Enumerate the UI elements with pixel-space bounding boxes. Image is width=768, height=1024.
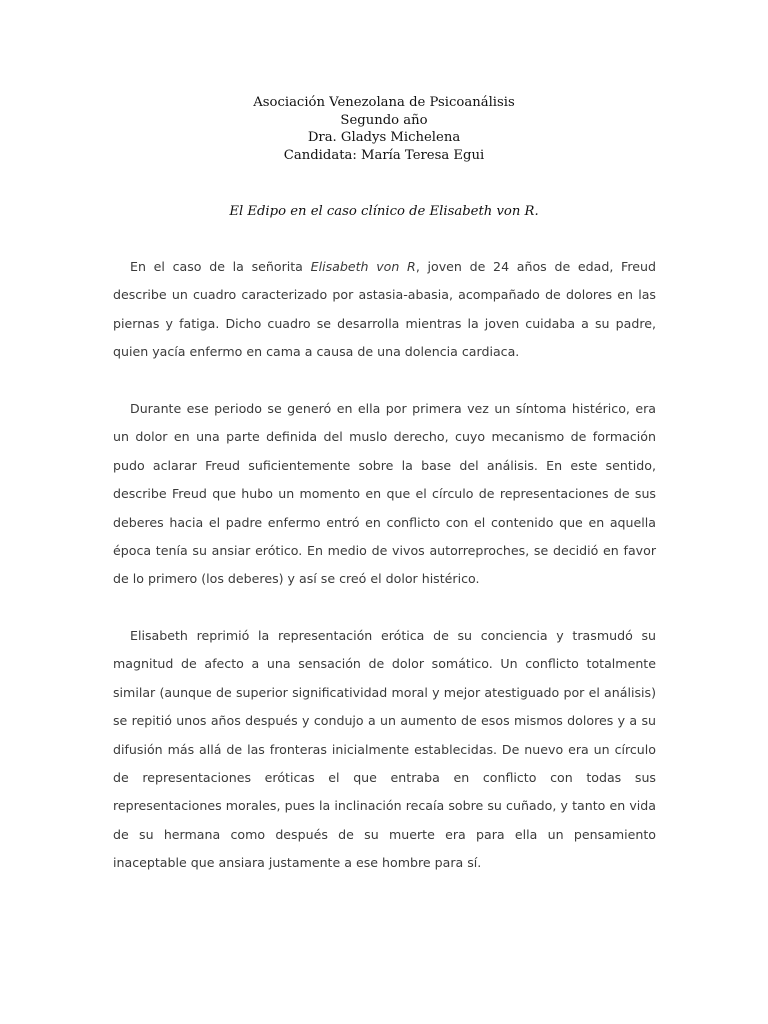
paragraph-2-container [113,395,656,594]
document-header [0,94,768,164]
paragraph-1-text-after: , joven de 24 años de edad, Freud describe un cuadro caracterizado por astasia-abasia, acompañado de dolores en las piernas y fatiga. Dicho cuadro se desarrolla mientras la joven cuidaba a su padre, quien yacía enfermo en cama a causa de una dolencia cardiaca. [113,259,657,360]
institution-name: Asociación Venezolana de Psicoanálisis [253,95,515,110]
paragraph-3-container [113,622,656,878]
document-title: El Edipo en el caso clínico de Elisabeth von R. [229,204,539,219]
candidate-name: Candidata: María Teresa Egui [283,147,485,163]
paragraph-1 [113,253,656,367]
professor-name: Dra. Gladys Michelena [307,130,461,145]
paragraph-3: Elisabeth reprimió la representación erótica de su conciencia y trasmudó su magnitud de afecto a una sensación de dolor somático. Un conflicto totalmente similar (aunque de superior significatividad moral y mejor atestiguado por el análisis) se repitió unos años después y condujo a un aumento de esos mismos dolores y a su difusión más allá de las fronteras inicialmente establecidas. De nuevo era un círculo de representaciones eróticas el que entraba en conflicto con todas sus representaciones morales, pues la inclinación recaía sobre su cuñado, y tanto en vida de su hermana como después de su muerte era para ella un pensamiento inaceptable que ansiara justamente a ese hombre para sí. [113,628,656,871]
paragraph-1-text-before: En el caso de la señorita [130,259,311,274]
paragraph-1-container [113,253,656,367]
academic-year: Segundo año [340,112,428,128]
paragraph-1-emphasis: Elisabeth von R [310,259,416,274]
paragraph-2: Durante ese periodo se generó en ella por primera vez un síntoma histérico, era un dolor en una parte definida del muslo derecho, cuyo mecanismo de formación pudo aclarar Freud suficientemente sobre la base del análisis. En este sentido, describe Freud que hubo un momento en que el círculo de representaciones de sus deberes hacia el padre enfermo entró en conflicto con el contenido que en aquella época tenía su ansiar erótico. En medio de vivos autorreproches, se decidió en favor de lo primero (los deberes) y así se creó el dolor histérico. [113,401,656,587]
